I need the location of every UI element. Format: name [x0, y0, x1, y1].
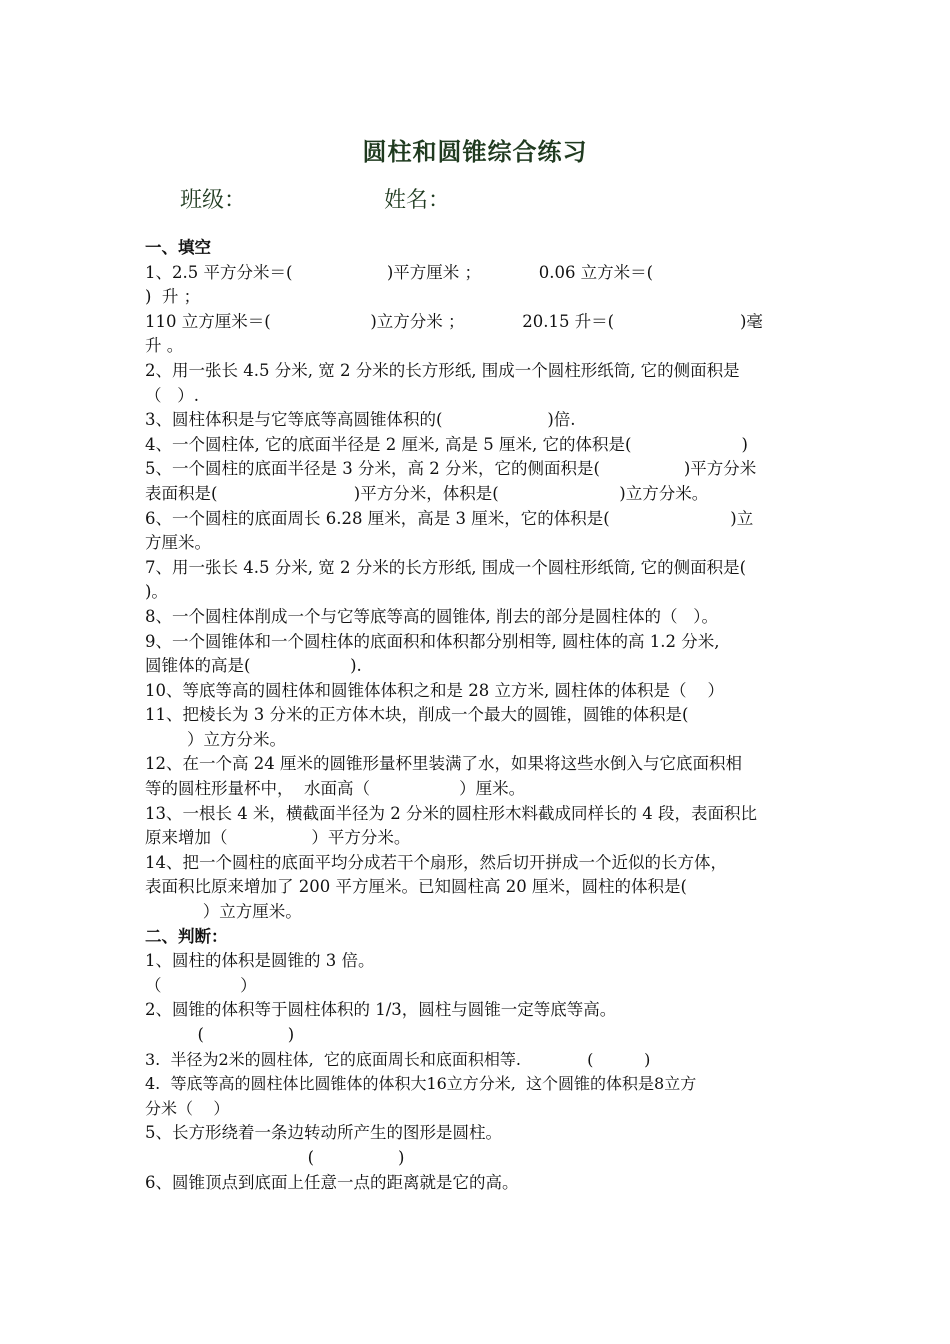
judge-line: 2、圆锥的体积等于圆柱体积的 1/3，圆柱与圆锥一定等底等高。	[145, 1000, 617, 1020]
fill-line: ）立方分米。	[145, 729, 286, 749]
fill-line: 表面积是( )平方分米，体积是( )立方分米。	[145, 483, 709, 503]
fill-line: 表面积比原来增加了 200 平方厘米。已知圆柱高 20 厘米，圆柱的体积是(	[145, 877, 687, 897]
name-label: 姓名：	[384, 188, 451, 213]
fill-line: 2、用一张长 4.5 分米, 宽 2 分米的长方形纸, 围成一个圆柱形纸筒, 它的侧面积是	[145, 360, 740, 380]
fill-line: 7、用一张长 4.5 分米, 宽 2 分米的长方形纸, 围成一个圆柱形纸筒, 它的侧面积是(	[145, 557, 747, 577]
judge-line: 1、圆柱的体积是圆锥的 3 倍。	[145, 951, 375, 971]
fill-line: 11、把棱长为 3 分米的正方体木块，削成一个最大的圆锥，圆锥的体积是(	[145, 705, 689, 725]
judge-line: ( )	[145, 1147, 405, 1167]
fill-line: )。	[145, 582, 168, 602]
fill-line: 6、一个圆柱的底面周长 6.28 厘米，高是 3 厘米，它的体积是( )立	[145, 508, 754, 528]
fill-line: 等的圆柱形量杯中， 水面高（ ）厘米。	[145, 779, 526, 799]
fill-line: 13、一根长 4 米，横截面半径为 2 分米的圆柱形木料截成同样长的 4 段，表面积比	[145, 803, 757, 823]
fill-line: ) 升 ；	[145, 287, 201, 307]
class-label: 班级：	[180, 188, 247, 213]
fill-line: 10、等底等高的圆柱体和圆锥体体积之和是 28 立方米, 圆柱体的体积是（ ）	[145, 680, 724, 700]
section-heading-fill: 一、填空	[145, 238, 211, 257]
section-heading-judge: 二、判断：	[145, 926, 228, 946]
fill-line: 方厘米。	[145, 533, 211, 553]
fill-line: 圆锥体的高是( ).	[145, 656, 362, 676]
fill-line: 14、把一个圆柱的底面平均分成若干个扇形，然后切开拼成一个近似的长方体，	[145, 852, 727, 872]
fill-line: （ ）.	[145, 385, 199, 405]
fill-line: 原来增加（ ）平方分米。	[145, 828, 411, 848]
judge-line: ( )	[145, 1025, 295, 1044]
judge-line: 分米（ ）	[145, 1098, 230, 1118]
judge-line: 4. 等底等高的圆柱体比圆锥体的体积大16立方分米, 这个圆锥的体积是8立方	[145, 1074, 697, 1094]
fill-line: 4、一个圆柱体, 它的底面半径是 2 厘米, 高是 5 厘米, 它的体积是( )	[145, 434, 748, 454]
worksheet-content	[145, 236, 815, 1195]
judge-line: 6、圆锥顶点到底面上任意一点的距离就是它的高。	[145, 1172, 519, 1192]
fill-line: 9、一个圆锥体和一个圆柱体的底面积和体积都分别相等, 圆柱体的高 1.2 分米,	[145, 631, 720, 651]
worksheet-title: 圆柱和圆锥综合练习	[362, 137, 588, 166]
fill-line: 110 立方厘米＝( )立方分米 ； 20.15 升＝( )毫	[145, 311, 763, 331]
fill-line: 升 。	[145, 336, 184, 356]
fill-line: 5、一个圆柱的底面半径是 3 分米，高 2 分米，它的侧面积是( )平方分米	[145, 459, 757, 479]
judge-line: （ ）	[145, 975, 257, 995]
fill-line: 12、在一个高 24 厘米的圆锥形量杯里装满了水，如果将这些水倒入与它底面积相	[145, 754, 742, 774]
fill-line: 8、一个圆柱体削成一个与它等底等高的圆锥体, 削去的部分是圆柱体的（ ）。	[145, 606, 718, 626]
judge-line: 3. 半径为2米的圆柱体, 它的底面周长和底面积相等. ( )	[145, 1049, 651, 1069]
fill-line: 1、2.5 平方分米＝( )平方厘米 ； 0.06 立方米＝(	[145, 262, 654, 282]
fill-line: ）立方厘米。	[145, 902, 302, 922]
judge-line: 5、长方形绕着一条边转动所产生的图形是圆柱。	[145, 1123, 502, 1143]
fill-line: 3、圆柱体积是与它等底等高圆锥体积的( )倍.	[145, 410, 576, 430]
